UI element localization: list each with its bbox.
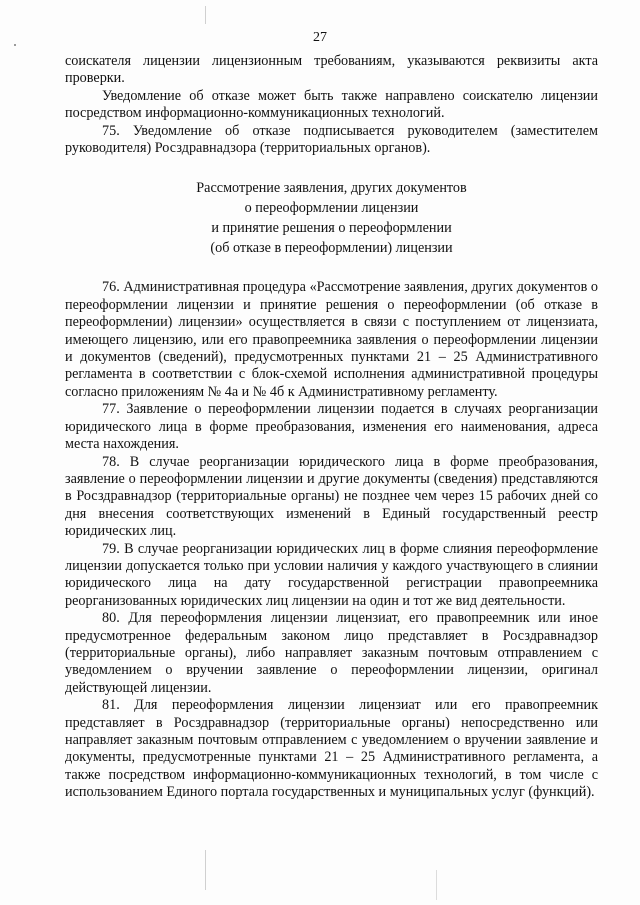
section-heading <box>65 178 598 258</box>
paragraph-79: 79. В случае реорганизации юридических лиц в форме слияния переоформление лицензии допускается только при условии наличия у каждого участвующего в слиянии юридического лица на дату государственной регистрации правопреемника реорганизованных юридических лиц лицензии на один и тот же вид деятельности. <box>65 540 598 609</box>
paragraph-80: 80. Для переоформления лицензии лицензиат, его правопреемник или иное предусмотренное федеральным законом лицо представляет в Росздравнадзор (территориальные органы), либо направляет заказным почтовым отправлением с уведомлением о вручении заявление о переоформлении лицензии, оригинал действующей лицензии. <box>65 610 598 696</box>
scan-mark <box>436 870 437 900</box>
heading-line: (об отказе в переоформлении) лицензии <box>210 240 453 257</box>
paragraph-76: 76. Административная процедура «Рассмотрение заявления, других документов о переоформлении лицензии и принятие решения о переоформлении (об отказе в переоформлении) лицензии» осуществляется в связи с поступлением от лицензиата, имеющего лицензию, или его правопреемника заявления о переоформлении лицензии и документов (сведений), предусмотренных пунктами 21 – 25 Административного регламента в соответствии с блок-схемой исполнения административной процедуры согласно приложениям № 4а и № 4б к Административному регламенту. <box>65 279 598 400</box>
paragraph-78: 78. В случае реорганизации юридического лица в форме преобразования, заявление о переоформлении лицензии и другие документы (сведения) представляются в Росздравнадзор (территориальные органы) не позднее чем через 15 рабочих дней со дня внесения соответствующих изменений в Единый государственный реестр юридических лиц. <box>65 453 598 540</box>
paragraph-75: 75. Уведомление об отказе подписывается руководителем (заместителем руководителя) Росздравнадзора (территориальных органов). <box>65 122 598 157</box>
paragraph-77: 77. Заявление о переоформлении лицензии подается в случаях реорганизации юридического лица в форме преобразования, изменения его наименования, адреса места нахождения. <box>65 401 598 453</box>
page-number: 27 <box>313 30 327 45</box>
scan-mark <box>205 850 206 890</box>
document-body <box>65 53 598 802</box>
paragraph-refusal-notice: Уведомление об отказе может быть также направлено соискателю лицензии посредством информационно-коммуникационных технологий. <box>65 87 598 122</box>
scan-mark <box>14 44 16 46</box>
heading-line: Рассмотрение заявления, других документов <box>196 180 467 197</box>
heading-line: о переоформлении лицензии <box>244 200 419 217</box>
paragraph-continuation: соискателя лицензии лицензионным требованиям, указываются реквизиты акта проверки. <box>65 53 598 87</box>
paragraph-81: 81. Для переоформления лицензии лицензиат или его правопреемник представляет в Росздравнадзор (территориальные органы) непосредственно или направляет заказным почтовым отправлением с уведомлением о вручении заявление и документы, предусмотренные пунктами 21 – 25 Административного регламента, а также посредством информационно-коммуникационных технологий, в том числе с использованием Единого портала государственных и муниципальных услуг (функций). <box>65 697 598 801</box>
scan-mark <box>205 6 206 24</box>
heading-line: и принятие решения о переоформлении <box>211 220 452 237</box>
